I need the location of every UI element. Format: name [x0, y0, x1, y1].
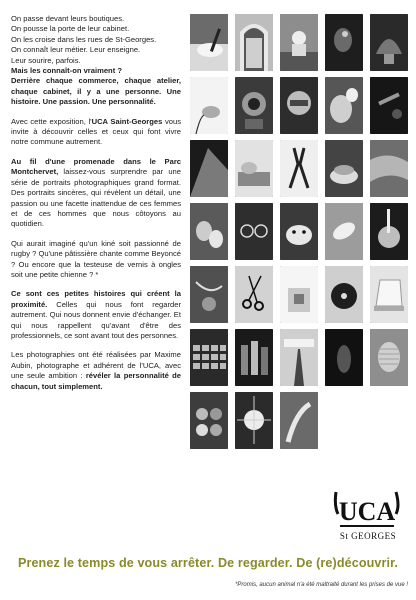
photo-dark-hands — [325, 14, 363, 71]
logo-letters: UCA — [338, 497, 396, 526]
photo-motorcycle — [235, 77, 273, 134]
expo-paragraph — [11, 117, 181, 148]
uca-logo-mark — [330, 486, 404, 534]
photo-pliers — [280, 140, 318, 197]
photo-room — [280, 266, 318, 323]
photo-keyboard-hand — [235, 140, 273, 197]
photo-mouse — [190, 77, 228, 134]
intro-paragraph — [11, 14, 181, 108]
intro-line: On connaît leur métier. Leur enseigne. — [11, 45, 141, 55]
intro-statement: Derrière chaque commerce, chaque atelier, chaque cabinet, il y a une personne. Une histoire. Une passion. Une personnalité. — [11, 76, 181, 107]
expo-text: Avec cette exposition, l' — [11, 116, 92, 126]
photo-dark-figure — [325, 329, 363, 386]
photo-rugby-ball — [325, 203, 363, 260]
stories-bold: Ce sont ces petites histoires qui créent la proximité. — [11, 289, 181, 309]
photo-cat-tail — [280, 392, 318, 449]
stories-paragraph — [11, 289, 181, 341]
org-name: UCA Saint-Georges — [91, 116, 163, 126]
intro-line: Leur sourire, parfois. — [11, 55, 81, 65]
intro-question: Mais les connaît-on vraiment ? — [11, 66, 122, 76]
logo-subtitle: St GEORGES — [339, 531, 397, 541]
photo-tool-dark — [370, 77, 408, 134]
photo-helmet — [280, 77, 318, 134]
tagline: Prenez le temps de vous arrêter. De regarder. De (re)découvrir. — [17, 556, 399, 570]
photo-vinyl — [325, 266, 363, 323]
photo-jars — [190, 392, 228, 449]
intro-line: On pousse la porte de leur cabinet. — [11, 24, 130, 34]
photo-shadow — [190, 140, 228, 197]
photo-dark-object — [370, 14, 408, 71]
photo-portrait-figure — [280, 14, 318, 71]
text-column — [11, 14, 181, 401]
expo-text-end: vous invite à découvrir celles et ceux qui font vivre notre commune autrement. — [11, 116, 181, 147]
photo-fencing-mask — [370, 329, 408, 386]
photo-grid — [190, 14, 408, 449]
photo-glasses — [235, 203, 273, 260]
promenade-paragraph — [11, 157, 181, 230]
intro-line: On passe devant leurs boutiques. — [11, 14, 125, 23]
photo-laptop — [370, 266, 408, 323]
credits-bold: révéler la personnalité de chacun, tout simplement. — [11, 371, 182, 391]
photo-scissors — [235, 266, 273, 323]
intro-line: On les croise dans les rues de St-Georges. — [11, 34, 157, 44]
photo-window-building — [235, 14, 273, 71]
promenade-text: laissez-vous surprendre par une série de portraits photographiques grand format. Des portraits sincères, qui révèlent un détail, une passion ou une facette inattendue de ces femmes et de ces hommes que nous côtoyons au quotidien. — [11, 167, 181, 229]
promenade-bold: Au fil d'une promenade dans le Parc Montchervet, — [11, 156, 181, 177]
credits-paragraph — [11, 350, 181, 392]
photo-dog — [280, 203, 318, 260]
credits-text: Les photographies ont été réalisées par Maxime Aubin, photographe et adhérent de l'UCA, avec une seule ambition : — [11, 350, 181, 381]
photo-pastry — [325, 140, 363, 197]
photo-grooming — [190, 14, 228, 71]
stories-text: Celles qui nous font regarder autrement. Qui nous donnent envie d'échanger. Et qui nous rappellent qu'avant d'être des professionnels, ce sont avant tout des personnes. — [11, 299, 181, 340]
photo-keyboard — [190, 329, 228, 386]
photo-hand-close — [325, 77, 363, 134]
grid-spacer — [325, 392, 363, 449]
photo-light-burst — [235, 392, 273, 449]
photo-hands-work — [190, 203, 228, 260]
photo-street — [280, 329, 318, 386]
photo-fork-food — [370, 203, 408, 260]
photo-tattoo — [190, 266, 228, 323]
grid-spacer — [370, 392, 408, 449]
photo-fabric — [370, 140, 408, 197]
questions-paragraph: Qui aurait imaginé qu'un kiné soit passionné de rugby ? Qu'une pâtissière chante comme Beyoncé ? Ou encore que la testeuse de vernis à ongles soit une petite chienne ? * — [11, 238, 181, 279]
footnote: *Promis, aucun animal n'a été maltraité durant les prises de vue ! — [235, 582, 408, 588]
photo-bottles — [235, 329, 273, 386]
